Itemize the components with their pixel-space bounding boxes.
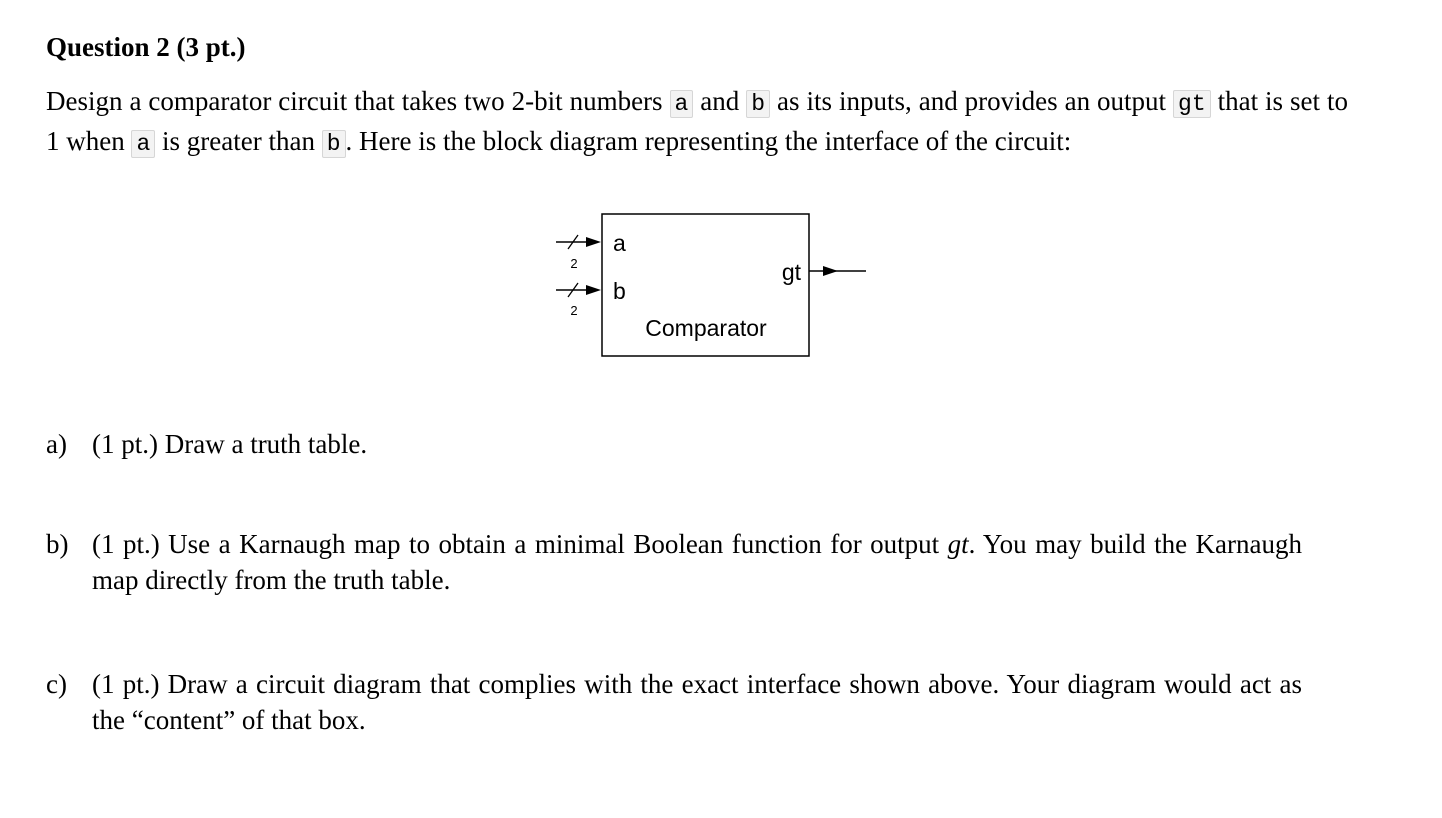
intro-text-3: as its inputs, and provides an output [770, 86, 1174, 116]
code-gt: gt [1173, 90, 1211, 118]
part-a-marker: a) [46, 429, 67, 459]
code-a-2: a [131, 130, 155, 158]
part-b [46, 526, 1302, 598]
part-c-text: (1 pt.) Draw a circuit diagram that complies with the exact interface shown above. Your diagram would act as the “content” of that box. [92, 669, 1302, 735]
part-c-marker: c) [46, 669, 67, 699]
question-intro [46, 83, 1348, 163]
comparator-diagram-svg [556, 205, 866, 365]
part-a [46, 426, 1302, 462]
code-b: b [746, 90, 770, 118]
code-a: a [670, 90, 694, 118]
input-b-arrow-icon [586, 285, 601, 295]
output-gt-label: gt [781, 259, 801, 285]
comparator-block-diagram [556, 205, 866, 365]
intro-text-5: is greater than [155, 126, 322, 156]
part-b-text-pre: (1 pt.) Use a Karnaugh map to obtain a minimal Boolean function for output [92, 529, 948, 559]
comparator-label: Comparator [645, 315, 767, 341]
part-a-text: (1 pt.) Draw a truth table. [92, 429, 368, 459]
input-a-arrow-icon [586, 237, 601, 247]
part-b-text [92, 526, 1302, 598]
part-b-emph: gt [947, 529, 969, 559]
part-c [46, 666, 1302, 738]
code-b-2: b [322, 130, 346, 158]
part-b-marker: b) [46, 529, 69, 559]
question-title: Question 2 (3 pt.) [46, 32, 246, 62]
intro-text-2: and [693, 86, 747, 116]
intro-text-4: that is set to 1 when [46, 86, 1348, 156]
bus-width-b: 2 [570, 303, 578, 318]
intro-text-6: . Here is the block diagram representing the interface of the circuit: [345, 126, 1072, 156]
input-b-label: b [613, 278, 626, 304]
input-a-label: a [613, 230, 626, 256]
bus-width-a: 2 [570, 256, 578, 271]
part-b-text-post: . You may build the Karnaugh map directly from the truth table. [92, 529, 1302, 595]
intro-text-1: Design a comparator circuit that takes two 2-bit numbers [46, 86, 670, 116]
output-gt-arrow-icon [823, 266, 838, 276]
